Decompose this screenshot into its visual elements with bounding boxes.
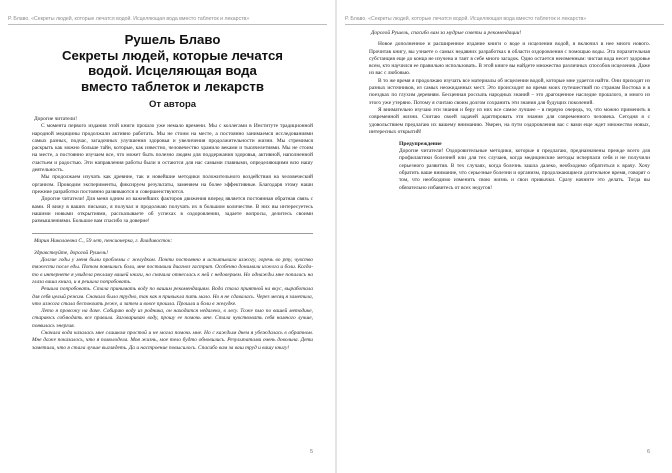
paragraph: С момента первого издания этой книги прошло уже немало времени. Мы с коллегами в Институте традиционной народной медицины продолжали активно работать. Мы не стоим на месте, а постоянно занимаемся исследованиями самых разных, подчас, загадочных улучшения здоровья и увеличения продолжительности жизни. Мы стремимся раскрыть как можно больше тайн, которые, как известно, человечество хранило веками и тысячелетиями. Мы не стоим на месте, а постоянно изучаем все, что может быть полезно людям для поддержания здоровья, активной, наполненной счастьем и радостью. Эти направления работы были и остаются для нас самыми главными, определяющими всю нашу деятельность.	[32, 123, 313, 174]
title-line: вместо таблеток и лекарств	[81, 78, 264, 94]
running-header: Р. Блаво. «Секреты людей, которые лечатся водой. Исцеляющая вода вместо таблеток и лекарств»	[345, 16, 587, 22]
header-rule	[8, 24, 327, 25]
warning-title: Предупреждение	[399, 141, 442, 148]
paragraph: Дорогие читатели!	[34, 116, 77, 122]
paragraph: Мы продолжаем изучать как древние, так и новейшие методики положительного воздействия на человеческий организм. Проводим эксперименты, фиксируем результаты, заменяем на более эффективные. Благодаря этому наши прежние разработки постоянно развиваются и совершенствуются.	[32, 174, 313, 195]
page-number: 5	[309, 449, 313, 455]
warning-block	[369, 141, 650, 192]
letter-paragraph: Долгие годы у меня были проблемы с желудком. Почти постоянно я испытывала изжогу, горечь во рту, чувство тяжести после еды. Потом появились боли, мне поставили диагноз гастрит. Особенно донимали изжога и боли. Когда-то в интернете я увидела рекламу вашей книги, но сначала отнеслась к ней с недоверием. Но однажды мне попалась на глаза ваша книга, и я решила попробовать.	[32, 257, 313, 285]
divider	[32, 233, 313, 234]
title-line: Рушель Блаво	[124, 32, 221, 47]
paragraph: Новое дополненное и расширенное издание книги о воде и исцелении водой, я включил в нее много нового. Прочитав книгу, вы узнаете о самых недавних разработках в области оздоровления с помощью воды. Эта поразительная субстанция еще до конца не изучена и таит в себе много загадок. Одно остается неизменным: чистая вода несет здоровье всем, кто научился ее правильно использовать. В этой книге вы найдете множество различных способов исцеления. Даже из вас с любовью.	[369, 41, 650, 77]
paragraph: В то же время я продолжаю изучать все материалы об исцелении водой, которые мне удается найти. Они приходят из разных источников, из самых неожиданных мест. Это происходит во время моих путешествий по странам Востока и в поездках по глухим деревням. Бесценная россыпь народных знаний – это драгоценное наследие прошлого, и много из этого уже утеряно. Потому я считаю своим долгом сохранить эти знания для будущих поколений.	[369, 77, 650, 106]
paragraph: Дорогие читатели! Для меня одним из важнейших факторов движения вперед является постоянная обратная связь с вами. Я вижу в ваших письмах, я получал и продолжаю получать их в большом количестве. В них вы интересуетесь нашими новыми открытиями, рассказываете об успехах в оздоровлении, задаете вопросы, делитесь своими размышлениями. Большое вам спасибо за доверие!	[32, 196, 313, 225]
left-page-content	[32, 30, 313, 447]
right-page-content	[369, 30, 650, 447]
letter-paragraph: Сначала вода казалась мне слишком простой и не могла помочь мне. Но с каждым днем я убеждалась в обратном. Мне даже показалось, что я помолодела. Моя жизнь, мое тело будто обновились. Результатами очень довольна. Дети заметили, что я стала лучше выглядеть. Да и настроение повысилось. Спасибо вам за ваш труд и вашу книгу!	[32, 330, 313, 351]
running-header: Р. Блаво. «Секреты людей, которые лечатся водой. Исцеляющая вода вместо таблеток и лекарств»	[8, 16, 250, 22]
letter-paragraph: Решила попробовать. Стала принимать воду по вашим рекомендациям. Вода стала приятной на вкус, выработала для себя целый режим. Сначала было трудно, так как я привыкла пить мало. Но я не сдавалась. Через месяц я заметила, что изжога стала беспокоить реже, а затем и вовсе прошла. Прошли и боли в желудке.	[32, 286, 313, 307]
letter-signature: Мария Николаевна С., 59 лет, пенсионерка, г. Владивосток:	[34, 238, 173, 245]
letter-paragraph: Здравствуйте, дорогой Рушель!	[34, 249, 109, 256]
right-page	[337, 0, 672, 473]
section-title: От автора	[148, 99, 197, 110]
warning-paragraph: Дорогие читатели! Оздоровительные методики, которые я предлагаю, предназначены прежде всего для профилактики болезней или для тех случаев, когда медицинские методы исчерпали себя и не получили серьезного развития. В тех случаях, когда болезнь зашла далеко, необходимо обратиться к врачу. Хочу обратить ваше внимание, что серьезные болезни и организм, продолжающиеся длительное время, говорят о том, что необходимо изменить свою жизнь и свои привычки. Сразу начните это делать. Тогда вы обязательно избавитесь от всех недугов!	[399, 148, 650, 191]
letter-paragraph: Лето я провожу на даче. Собираю воду из родника, он находится недалеко, в лесу. Тоже пью по вашей методике, стараюсь соблюдать все правила. Заговариваю воду, прошу ее помочь мне. Стала чувствовать себя намного лучше, появилась энергия.	[32, 308, 313, 329]
left-page	[0, 0, 335, 473]
header-rule	[345, 24, 664, 25]
title-line: Секреты людей, которые лечатся	[62, 47, 283, 63]
letter-closing: Дорогой Рушель, спасибо вам за мудрые советы и рекомендации!	[371, 30, 522, 36]
page-number: 6	[646, 449, 650, 455]
paragraph: Я внимательно изучаю эти знания и беру из них все самое лучшее – в первую очередь, то, что можно применить в современной жизни. Считаю своей задачей адаптировать эти знания для современного человека. Сегодня я с удовольствием предлагаю их вашему вниманию. Уверен, на пути оздоровления вас с вами еще ждет множество новых, интересных открытий!	[369, 106, 650, 135]
title-line: водой. Исцеляющая вода	[88, 63, 257, 78]
book-title	[32, 32, 313, 94]
